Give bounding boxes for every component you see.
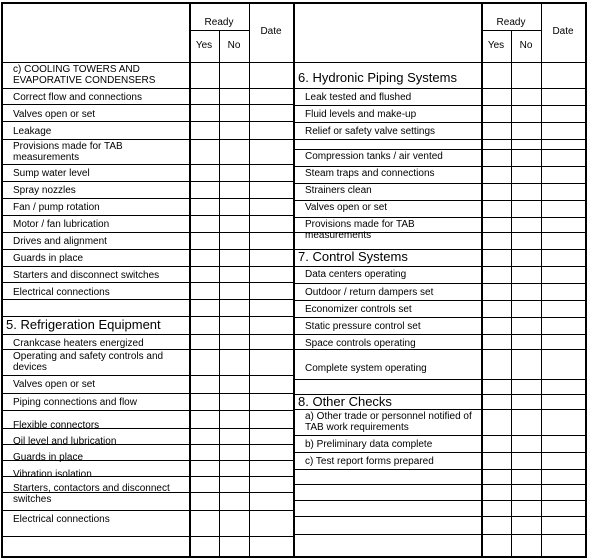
left-row-line [3, 393, 293, 394]
right-row-line [295, 435, 585, 436]
left-no-label: No [227, 40, 241, 51]
right-row-line [295, 469, 585, 470]
right-row-line [295, 217, 585, 218]
checklist-item: Electrical connections [13, 514, 110, 525]
right-row-line [295, 317, 585, 318]
left-ready-underline [189, 30, 249, 31]
right-row-line [295, 300, 585, 301]
left-row-line [3, 266, 293, 267]
left-header-bottom [3, 62, 293, 63]
checklist-item: Data centers operating [305, 269, 407, 280]
right-row-line [295, 484, 585, 485]
right-row-line [295, 334, 585, 335]
checklist-item: Fan / pump rotation [13, 202, 100, 213]
checklist-item: Static pressure control set [305, 321, 421, 332]
checklist-item: Crankcase heaters energized [13, 338, 144, 349]
left-row-line [3, 282, 293, 283]
checklist-item: b) Preliminary data complete [305, 439, 433, 450]
cooling-towers-heading-line2: EVAPORATIVE CONDENSERS [13, 75, 156, 86]
checklist-item: Outdoor / return dampers set [305, 287, 434, 298]
left-row-line [3, 139, 293, 140]
left-row-line [3, 104, 293, 105]
checklist-item: Guards in place [13, 452, 84, 463]
checklist-item: Compression tanks / air vented [305, 151, 443, 162]
right-ready-label: Ready [496, 17, 526, 28]
right-row-line [295, 200, 585, 201]
right-text-divider [481, 4, 483, 556]
right-header-bottom [295, 62, 585, 63]
right-row-line [295, 379, 585, 380]
right-row-line [295, 283, 585, 284]
checklist-item: Strainers clean [305, 185, 372, 196]
checklist-item: Provisions made for TAB measurements [305, 219, 415, 241]
checklist-item: Operating and safety controls and devices [13, 351, 164, 373]
checklist-item: Valves open or set [13, 109, 96, 120]
checklist-item: a) Other trade or personnel notified of TAB work requirements [305, 411, 472, 433]
checklist-item: Complete system operating [305, 363, 427, 374]
checklist-item: Valves open or set [13, 379, 96, 390]
left-row-line [3, 410, 293, 411]
left-row-line [3, 349, 293, 350]
checklist-item: Leakage [13, 126, 52, 137]
refrigeration-section-title: 5. Refrigeration Equipment [6, 317, 161, 332]
checklist-item: Starters and disconnect switches [13, 270, 160, 281]
right-no-label: No [519, 40, 533, 51]
checklist-item: Vibration isolation [13, 469, 92, 480]
checklist-item: Oil level and lubrication [13, 436, 117, 447]
right-ready-underline [481, 30, 541, 31]
right-row-line [295, 139, 585, 140]
left-row-line [3, 536, 293, 537]
right-row-line [295, 534, 585, 535]
right-checklist-panel [293, 2, 587, 558]
left-row-line [3, 215, 293, 216]
left-checklist-panel [1, 2, 295, 558]
checklist-item: Fluid levels and make-up [305, 109, 417, 120]
checklist-item: Sump water level [13, 168, 90, 179]
left-yes-divider [219, 30, 220, 556]
checklist-item: Provisions made for TAB measurements [13, 141, 123, 163]
right-date-label: Date [552, 26, 574, 37]
checklist-item: Drives and alignment [13, 236, 107, 247]
right-row-line [295, 88, 585, 89]
cooling-towers-heading-line1: c) COOLING TOWERS AND [13, 64, 140, 75]
left-row-line [3, 375, 293, 376]
left-row-line [3, 88, 293, 89]
left-ready-label: Ready [204, 17, 234, 28]
checklist-item: Space controls operating [305, 338, 416, 349]
right-row-line [295, 516, 585, 517]
right-row-line [295, 409, 585, 410]
right-row-line [295, 166, 585, 167]
right-row-line [295, 500, 585, 501]
right-row-line [295, 122, 585, 123]
left-row-line [3, 334, 293, 335]
other-checks-section-title: 8. Other Checks [298, 394, 392, 409]
hydronic-section-title: 6. Hydronic Piping Systems [298, 70, 457, 85]
left-row-line [3, 164, 293, 165]
left-row-line [3, 249, 293, 250]
checklist-item: Flexible connectors [13, 420, 100, 431]
right-row-line [295, 452, 585, 453]
right-yes-label: Yes [487, 40, 505, 51]
checklist-item: Electrical connections [13, 287, 110, 298]
right-row-line [295, 149, 585, 150]
left-yes-label: Yes [195, 40, 213, 51]
checklist-item: Leak tested and flushed [305, 92, 412, 103]
left-row-line [3, 510, 293, 511]
left-row-line [3, 121, 293, 122]
left-text-divider [189, 4, 191, 556]
left-date-label: Date [260, 26, 282, 37]
right-row-line [295, 105, 585, 106]
control-section-title: 7. Control Systems [298, 249, 408, 264]
left-row-line [3, 232, 293, 233]
checklist-item: Spray nozzles [13, 185, 76, 196]
checklist-item: Motor / fan lubrication [13, 219, 110, 230]
left-row-line [3, 299, 293, 300]
left-no-divider [249, 4, 250, 556]
left-row-line [3, 198, 293, 199]
checklist-item: Correct flow and connections [13, 92, 142, 103]
right-row-line [295, 266, 585, 267]
checklist-item: Piping connections and flow [13, 397, 137, 408]
right-yes-divider [511, 30, 512, 556]
checklist-item: Starters, contactors and disconnect switches [13, 483, 170, 505]
checklist-item: Economizer controls set [305, 304, 412, 315]
checklist-item: Valves open or set [305, 202, 388, 213]
right-no-divider [541, 4, 542, 556]
right-row-line [295, 349, 585, 350]
left-row-line [3, 181, 293, 182]
checklist-item: Steam traps and connections [305, 168, 435, 179]
checklist-item: Guards in place [13, 253, 84, 264]
checklist-item: Relief or safety valve settings [305, 126, 436, 137]
checklist-item: c) Test report forms prepared [305, 456, 434, 467]
right-row-line [295, 183, 585, 184]
